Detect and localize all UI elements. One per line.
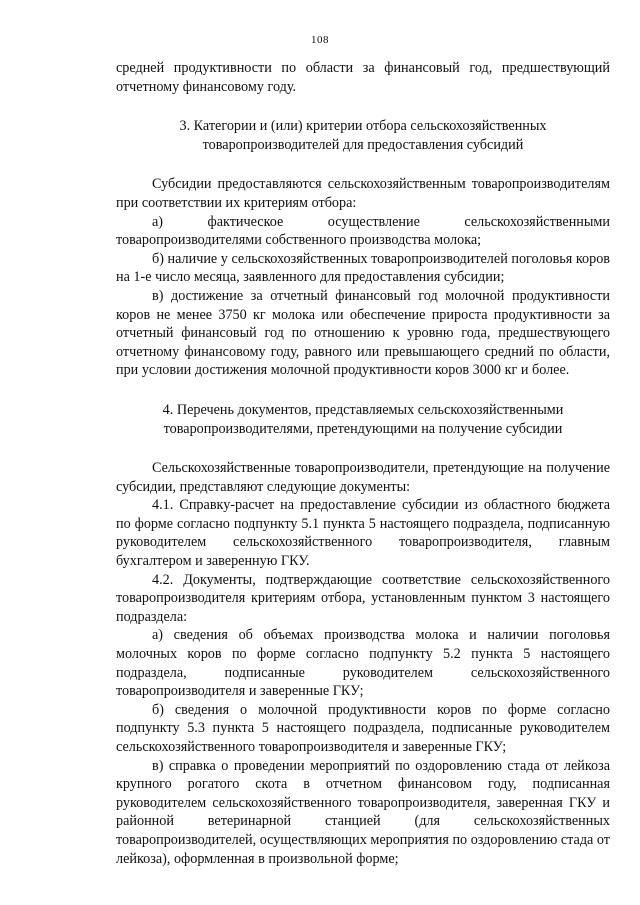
section-3-paragraph: в) достижение за отчетный финансовый год молочной продуктивности коров не менее 3750 кг молока или обеспечение прироста продуктивности за отчетный финансовый год по отношению к уровню года, предшествующего отчетному финансовому году, равного или превышающего средний по области, при условии достижения молочной продуктивности коров 3000 кг и более. — [116, 287, 610, 379]
section-3-paragraph: Субсидии предоставляются сельскохозяйственным товаропроизводителям при соответствии их критериям отбора: — [116, 176, 610, 211]
section-4-paragraph: 4.1. Справку-расчет на предоставление субсидии из областного бюджета по форме согласно подпункту 5.1 пункта 5 настоящего подраздела, подписанную руководителем сельскохозяйственного товаропроизводителя, главным бухгалтером и заверенную ГКУ. — [116, 497, 610, 570]
section-3-paragraph: б) наличие у сельскохозяйственных товаропроизводителей поголовья коров на 1-е число месяца, заявленного для предоставления субсидии; — [116, 250, 610, 286]
page-number: 108 — [311, 34, 329, 46]
section-4-paragraph: 4.2. Документы, подтверждающие соответствие сельскохозяйственного товаропроизводителя критериям отбора, установленным пунктом 3 настоящего подраздела: — [116, 571, 610, 625]
section-4-paragraph: б) сведения о молочной продуктивности коров по форме согласно подпункту 5.3 пункта 5 настоящего подраздела, подписанные руководителем сельскохозяйственного товаропроизводителя и заверенные ГКУ; — [116, 701, 610, 755]
section-3-paragraph: а) фактическое осуществление сельскохозяйственными товаропроизводителями собственного производства молока; — [116, 213, 610, 249]
section-4-paragraph: Сельскохозяйственные товаропроизводители, претендующие на получение субсидии, представляют следующие документы: — [116, 460, 610, 495]
section-4-paragraph: а) сведения об объемах производства молока и наличии поголовья молочных коров по форме согласно подпункту 5.2 пункта 5 настоящего подраздела, подписанные руководителем сельскохозяйственного товаропроизводителя и заверенные ГКУ; — [116, 627, 610, 700]
section-4-heading: 4. Перечень документов, представляемых сельскохозяйственными товаропроизводителями, претендующими на получение субсидии — [162, 401, 564, 437]
document-body — [116, 59, 610, 868]
section-3-heading: 3. Категории и (или) критерии отбора сельскохозяйственных товаропроизводителей для предоставления субсидий — [179, 118, 547, 153]
intro-paragraph: средней продуктивности по области за финансовый год, предшествующий отчетному финансовому году. — [116, 60, 610, 95]
section-4-paragraph: в) справка о проведении мероприятий по оздоровлению стада от лейкоза крупного рогатого скота в отчетном финансовом году, подписанная руководителем сельскохозяйственного товаропроизводителя, заверенная ГКУ и районной ветеринарной станцией (для сельскохозяйственных товаропроизводителей, осуществляющих мероприятия по оздоровлению стада от лейкоза), оформленная в произвольной форме; — [116, 757, 610, 867]
